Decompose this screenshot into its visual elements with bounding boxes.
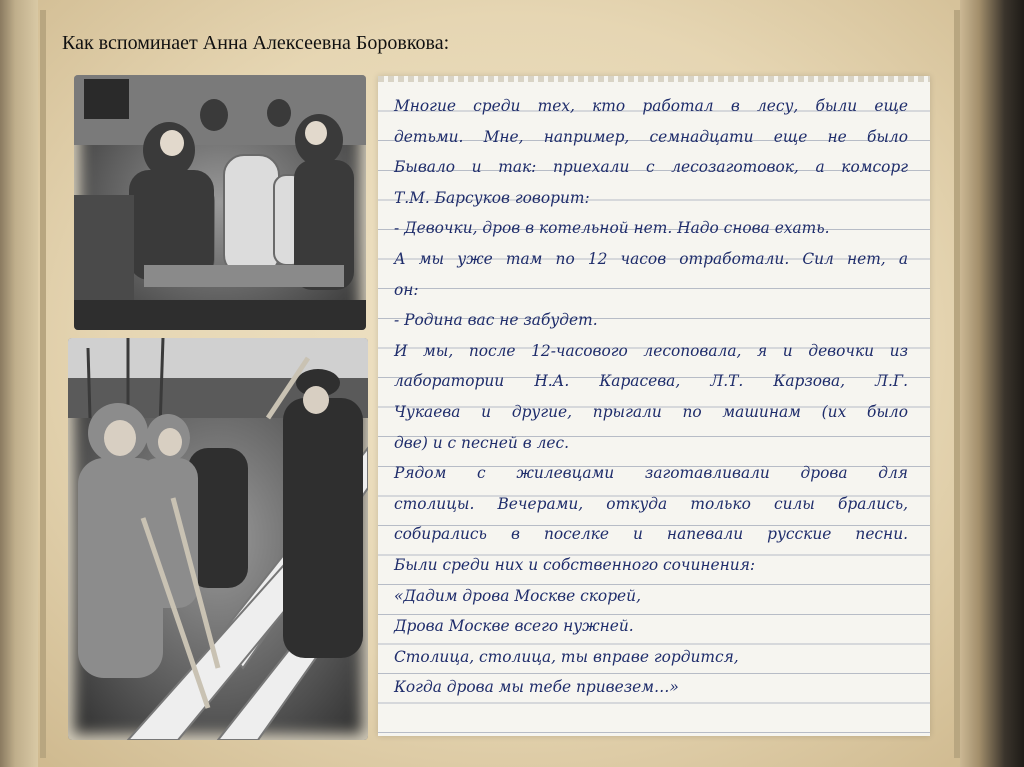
text-line-20: Когда дрова мы тебе привезем…» [394, 678, 679, 697]
text-line-15: собирались в поселке и напевали русские песни. [394, 525, 908, 544]
text-line-7: он: [394, 280, 419, 299]
text-line-9: И мы, после 12-часового лесоповала, я и девочки из [394, 341, 908, 360]
text-line-17: «Дадим дрова Москве скорей, [394, 586, 641, 605]
text-line-4: Т.М. Барсуков говорит: [394, 188, 590, 207]
photo-workers-felling-trees [68, 338, 368, 740]
page-edge-right [954, 10, 960, 758]
page-title: Как вспоминает Анна Алексеевна Боровкова: [62, 32, 450, 54]
text-line-8: - Родина вас не забудет. [394, 311, 598, 330]
text-line-3: Бывало и так: приехали с лесозаготовок, а комсорг [394, 158, 908, 177]
text-line-13: Рядом с жилевцами заготавливали дрова для [394, 464, 908, 483]
text-line-2: детьми. Мне, например, семнадцати еще не было [394, 127, 908, 146]
text-line-12: две) и с песней в лес. [394, 433, 569, 452]
text-line-5: - Девочки, дров в котельной нет. Надо снова ехать. [394, 219, 830, 238]
notepad-paper [378, 76, 930, 736]
text-line-18: Дрова Москве всего нужней. [394, 617, 634, 636]
text-line-10: лаборатории Н.А. Карасева, Л.Т. Карзова, Л.Г. [394, 372, 908, 391]
text-line-6: А мы уже там по 12 часов отработали. Сил нет, а [394, 249, 908, 268]
page-edge-left [40, 10, 46, 758]
text-line-16: Были среди них и собственного сочинения: [394, 555, 756, 574]
text-line-19: Столица, столица, ты вправе гордится, [394, 647, 739, 666]
text-line-14: столицы. Вечерами, откуда только силы брались, [394, 494, 908, 513]
text-line-1: Многие среди тех, кто работал в лесу, были еще [394, 97, 908, 115]
photo-women-loading-logs [74, 75, 366, 330]
text-line-11: Чукаева и другие, прыгали по машинам (их было [394, 402, 908, 421]
memoir-text [394, 91, 908, 703]
